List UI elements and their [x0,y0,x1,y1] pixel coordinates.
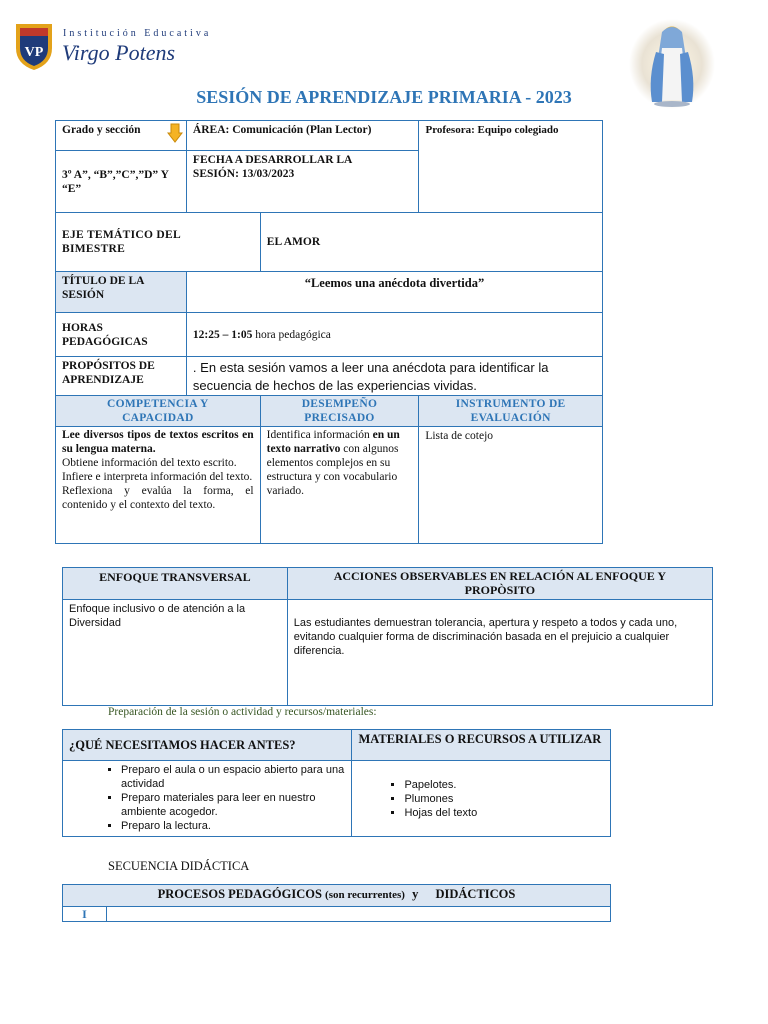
titulo-label-cell: TÍTULO DE LA SESIÓN [56,272,187,313]
institution-line: Institución Educativa [63,28,212,39]
preparacion-caption: Preparación de la sesión o actividad y recursos/materiales: [108,706,377,718]
acciones-header: ACCIONES OBSERVABLES EN RELACIÓN AL ENFOQUE Y PROPÒSITO [287,568,712,600]
secuencia-header-a: PROCESOS PEDAGÓGICOS [157,887,322,901]
antes-header: ¿QUÉ NECESITAMOS HACER ANTES? [63,730,352,761]
capacidad-item: Reflexiona y evalúa la forma, el contenido y el contexto del texto. [62,485,254,511]
fecha-cell: FECHA A DESARROLLAR LA SESIÓN: 13/03/2023 [186,151,419,213]
acciones-value-cell: Las estudiantes demuestran tolerancia, apertura y respeto a todos y cada uno, evitando cualquier forma de discriminación basada en el prejuicio a cualquier diferencia. [287,600,712,706]
titulo-value-cell: “Leemos una anécdota divertida” [186,272,602,313]
secuencia-header-b: (son recurrentes) [325,889,405,901]
school-logo [14,20,54,72]
secuencia-header-d: DIDÁCTICOS [435,887,516,901]
shield-letters: VP [24,45,44,60]
grado-label-cell [56,121,187,151]
desempeno-header: DESEMPEÑO PRECISADO [260,396,419,427]
secuencia-table [62,884,611,922]
competencia-cell [56,427,261,544]
desempeno-part: Identifica información [266,429,370,441]
eje-label-cell: EJE TEMÁTICO DEL BIMESTRE [56,213,261,272]
secuencia-header-c: y [412,887,419,901]
desempeno-cell [260,427,419,544]
antes-item: ▪ Preparo el aula o un espacio abierto para una actividad [121,763,345,791]
profesora-cell: Profesora: Equipo colegiado [419,121,603,213]
page-title: SESIÓN DE APRENDIZAJE PRIMARIA - 2023 [196,87,572,107]
propositos-value-cell: . En esta sesión vamos a leer una anécdota para identificar la secuencia de hechos de las experiencias vividas. [186,357,602,398]
instrumento-header: INSTRUMENTO DE EVALUACIÓN [419,396,603,427]
capacidad-item: Infiere e interpreta información del texto. [62,471,253,483]
session-info-table [55,120,603,398]
materiales-header: MATERIALES O RECURSOS A UTILIZAR [352,730,611,761]
desempeno-part-bold: en un texto narrativo [266,429,400,455]
enfoque-value-cell: Enfoque inclusivo o de atención a la Diversidad [63,600,288,706]
desempeno-part: con algunos elementos complejos en su estructura y con vocabulario variado. [266,443,399,497]
secuencia-row-content [106,907,610,922]
capacidad-item: Obtiene información del texto escrito. [62,457,237,469]
materiales-item: ▪ Papelotes. [404,778,604,792]
grado-value-cell: 3º A”, “B”,”C”,”D” Y “E” [56,151,187,213]
area-cell: ÁREA: Comunicación (Plan Lector) [186,121,419,151]
enfoque-table [62,567,713,706]
propositos-label-cell: PROPÓSITOS DE APRENDIZAJE [56,357,187,398]
materiales-cell [352,761,611,837]
competencias-table [55,395,603,544]
horas-label-cell: HORAS PEDAGÓGICAS [56,313,187,357]
competencia-text: Lee diversos tipos de textos escritos en su lengua materna. [62,429,254,455]
institution-name: Virgo Potens [62,40,176,65]
secuencia-caption: SECUENCIA DIDÁCTICA [108,859,250,873]
enfoque-header: ENFOQUE TRANSVERSAL [63,568,288,600]
instrumento-cell: Lista de cotejo [419,427,603,544]
antes-cell [63,761,352,837]
grado-label: Grado y sección [62,124,141,136]
materiales-item: ▪ Plumones [404,792,604,806]
antes-item: ▪ Preparo materiales para leer en nuestro ambiente acogedor. [121,791,345,819]
antes-item: ▪ Preparo la lectura. [121,819,345,833]
secuencia-row-label: I [63,907,107,922]
competencia-header: COMPETENCIA Y CAPACIDAD [56,396,261,427]
preparacion-table [62,729,611,837]
horas-value-cell [186,313,602,357]
horas-text: hora pedagógica [255,328,331,341]
eje-value-cell: EL AMOR [260,213,602,272]
arrow-down-icon [167,123,183,143]
secuencia-header [63,885,611,907]
horas-time: 12:25 – 1:05 [192,328,253,341]
materiales-item: ▪ Hojas del texto [404,806,604,820]
